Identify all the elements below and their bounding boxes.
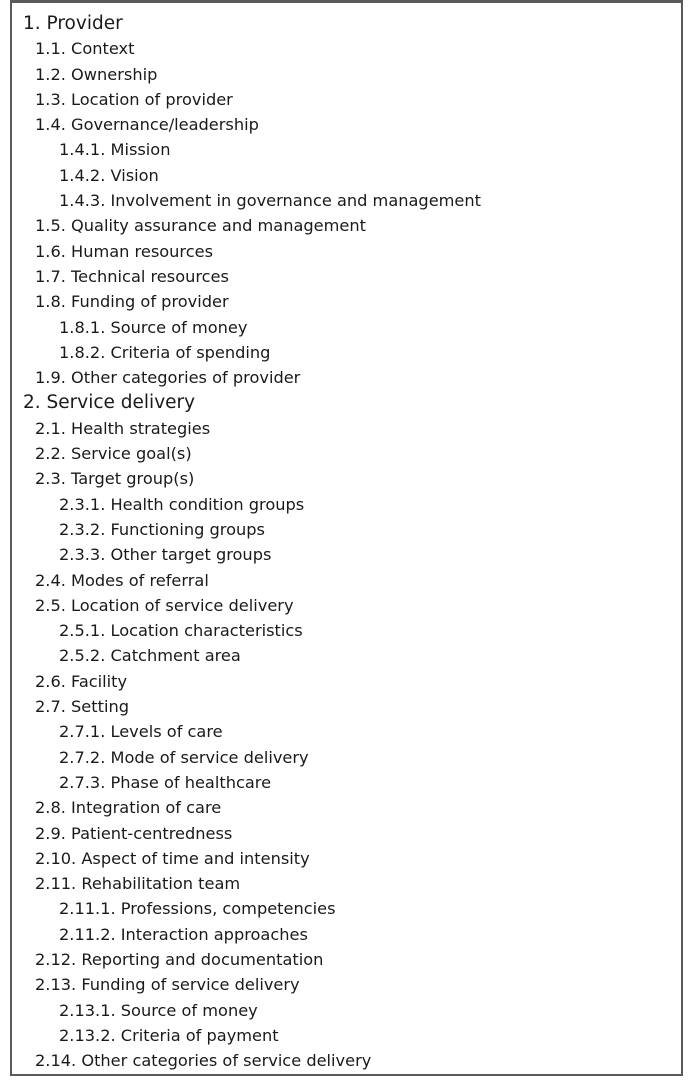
list-item: 2.1. Health strategies [35,418,211,438]
list-item: 2.8. Integration of care [35,798,222,818]
list-item: 2.3.1. Health condition groups [59,494,305,514]
list-item: 2.11. Rehabilitation team [35,874,241,894]
list-item: 2.13. Funding of service delivery [35,975,300,995]
list-item: 1.6. Human resources [35,241,214,261]
list-item: 2.7.2. Mode of service delivery [59,747,309,767]
list-item: 2.3.3. Other target groups [59,545,272,565]
list-item: 1.8.2. Criteria of spending [59,342,271,362]
list-item: 2.13.1. Source of money [59,1000,258,1020]
list-item: 2.5. Location of service delivery [35,595,294,615]
list-item: 1.4.3. Involvement in governance and management [59,191,481,211]
list-item: 1.9. Other categories of provider [35,368,301,388]
list-item: 2.6. Facility [35,671,128,691]
list-item: 2.3.2. Functioning groups [59,519,265,539]
list-item: 2.13.2. Criteria of payment [59,1025,279,1045]
list-item: 2.11.1. Professions, competencies [59,899,336,919]
list-item: 1.5. Quality assurance and management [35,216,366,236]
list-item: 1.1. Context [35,39,135,59]
list-item: 2.4. Modes of referral [35,570,209,590]
list-item: 2.10. Aspect of time and intensity [35,848,310,868]
outline-box [10,0,683,1076]
list-item: 1.7. Technical resources [35,266,229,286]
list-item: 2.7.3. Phase of healthcare [59,772,272,792]
list-item: 1.8. Funding of provider [35,292,229,312]
list-item: 1.3. Location of provider [35,89,233,109]
list-item: 2.11.2. Interaction approaches [59,924,308,944]
list-item: 2.3. Target group(s) [35,469,195,489]
outline-list [12,11,681,1073]
list-item: 1.4. Governance/leadership [35,115,259,135]
list-item: 2.7. Setting [35,697,129,717]
list-item: 1.4.1. Mission [59,140,171,160]
list-item: 2. Service delivery [23,392,196,414]
list-item: 2.5.1. Location characteristics [59,621,303,641]
list-item: 2.2. Service goal(s) [35,444,192,464]
list-item: 1. Provider [23,13,123,34]
list-item: 2.9. Patient-centredness [35,823,233,843]
list-item: 2.12. Reporting and documentation [35,949,324,969]
list-item: 2.7.1. Levels of care [59,722,223,742]
list-item: 2.5.2. Catchment area [59,646,241,666]
list-item: 1.8.1. Source of money [59,317,248,337]
list-item: 2.14. Other categories of service delivery [35,1051,372,1071]
list-item: 1.2. Ownership [35,64,158,84]
list-item: 1.4.2. Vision [59,165,159,185]
